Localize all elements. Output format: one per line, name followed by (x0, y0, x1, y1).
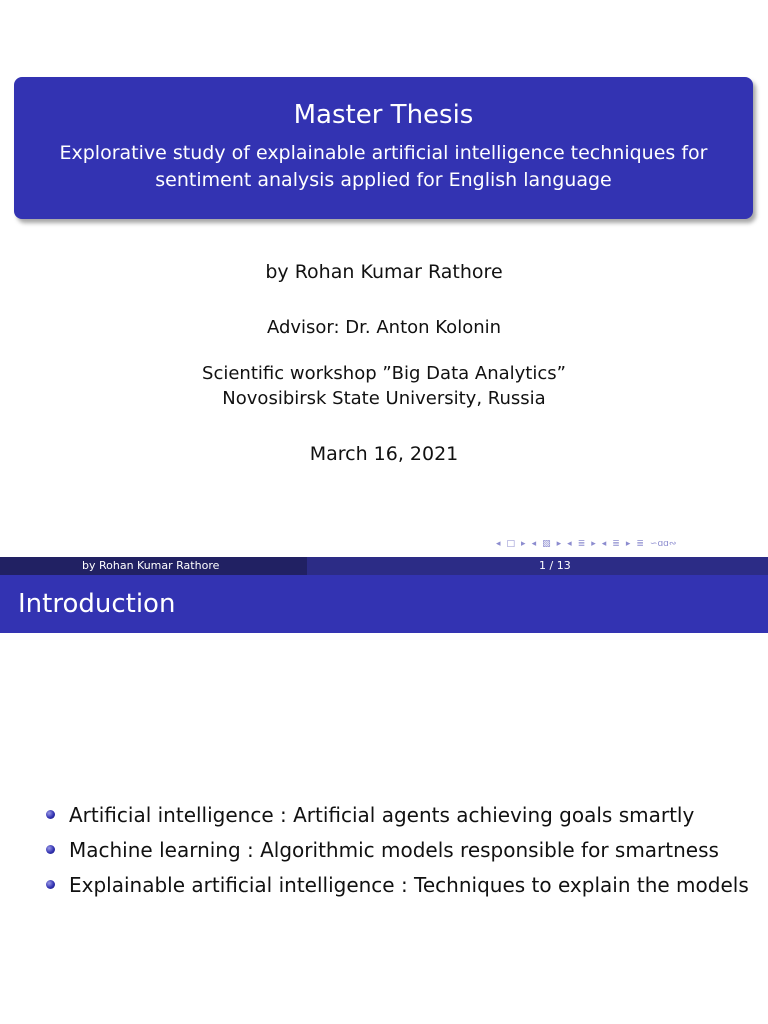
nav-prev-frame-icon[interactable]: ◂ (531, 539, 537, 549)
nav-prev-subsection-icon[interactable]: ◂ (567, 539, 572, 549)
nav-prev-slide-icon[interactable]: ◂ (496, 539, 501, 549)
slide-title: Master Thesis (293, 100, 474, 130)
list-item (46, 867, 749, 902)
nav-subsection-icon[interactable]: ≣ (577, 539, 586, 549)
nav-next-slide-icon[interactable]: ▸ (521, 539, 526, 549)
author-name: by Rohan Kumar Rathore (265, 261, 503, 283)
university-name: Novosibirsk State University, Russia (222, 388, 546, 409)
nav-next-frame-icon[interactable]: ▸ (556, 539, 562, 549)
beamer-navigation-bar (496, 537, 676, 551)
introduction-slide (0, 557, 768, 1024)
bullet-icon (46, 880, 55, 889)
bullet-icon (46, 845, 55, 854)
nav-next-subsection-icon[interactable]: ▸ (591, 539, 596, 549)
page-number: 1 / 13 (539, 559, 571, 572)
nav-slide-icon[interactable]: □ (506, 539, 516, 549)
event-name: Scientific workshop ”Big Data Analytics” (202, 363, 566, 384)
nav-prev-section-icon[interactable]: ◂ (601, 539, 607, 549)
list-item (46, 832, 749, 867)
footer-page-panel (307, 557, 768, 575)
nav-appendix-icon[interactable]: ≣ (636, 539, 644, 549)
bullet-icon (46, 810, 55, 819)
presentation-date: March 16, 2021 (309, 443, 459, 465)
frame-title: Introduction (18, 589, 176, 619)
nav-section-icon[interactable]: ≣ (612, 539, 620, 549)
bullet-text: Artificial intelligence : Artificial agents achieving goals smartly (69, 802, 695, 827)
footer-author-panel (0, 557, 307, 575)
footer-bar (0, 557, 768, 575)
slide-subtitle: Explorative study of explainable artificial intelligence techniques for sentiment analysis applied for English language (59, 142, 708, 191)
nav-search-icon[interactable]: ∽ɑɑ∾ (649, 539, 677, 549)
list-item (46, 797, 749, 832)
bullet-text: Explainable artificial intelligence : Techniques to explain the models (69, 872, 749, 897)
nav-frame-icon[interactable]: ▧ (542, 539, 551, 549)
bullet-list (46, 797, 749, 902)
title-box (14, 77, 753, 219)
footer-author: by Rohan Kumar Rathore (82, 559, 220, 572)
nav-next-section-icon[interactable]: ▸ (625, 539, 631, 549)
frame-title-bar (0, 575, 768, 633)
advisor-name: Advisor: Dr. Anton Kolonin (266, 317, 502, 338)
bullet-text: Machine learning : Algorithmic models responsible for smartness (69, 837, 719, 862)
